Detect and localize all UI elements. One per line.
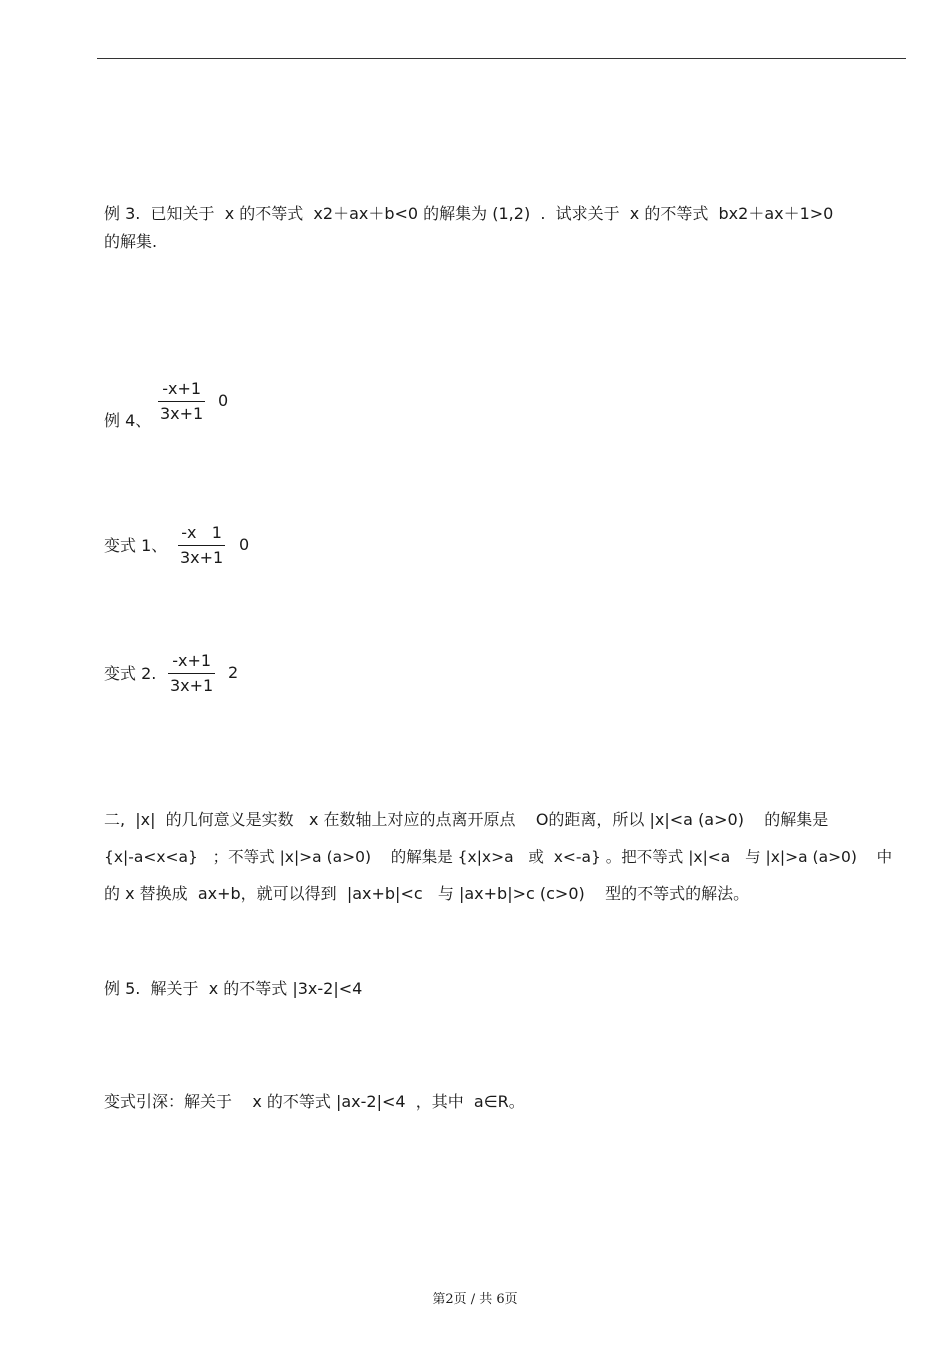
fraction-bar: [168, 673, 215, 674]
example-3-line-2: 的解集.: [104, 232, 158, 251]
section-2-line-1: 二, |x| 的几何意义是实数 x 在数轴上对应的点离开原点 O的距离，所以 |x|<a (a>0) 的解集是: [104, 810, 829, 829]
example-4-label: 例 4、: [104, 411, 152, 430]
example-4-denominator: 3x+1: [160, 404, 204, 423]
variant-1-fraction: [178, 524, 225, 567]
variant-deep: 变式引深：解关于 x 的不等式 |ax-2|<4 ，其中 a∈R。: [104, 1092, 525, 1111]
variant-2-fraction: [168, 652, 215, 695]
variant-2-rhs: 2: [228, 663, 239, 682]
section-2-line-2: {x|-a<x<a} ；不等式 |x|>a (a>0) 的解集是 {x|x>a 或 x<-a} 。把不等式 |x|<a 与 |x|>a (a>0) 中: [104, 848, 893, 866]
fraction-bar: [178, 545, 225, 546]
variant-1-numerator: -x 1: [181, 523, 222, 542]
example-4-numerator: -x+1: [162, 379, 202, 398]
variant-2-denominator: 3x+1: [170, 676, 214, 695]
variant-1-rhs: 0: [239, 535, 250, 554]
page-footer: 第2页 / 共 6页: [432, 1292, 518, 1307]
variant-1-label: 变式 1、: [104, 536, 168, 555]
example-5: 例 5. 解关于 x 的不等式 |3x-2|<4: [104, 979, 363, 998]
section-2-line-3: 的 x 替换成 ax+b，就可以得到 |ax+b|<c 与 |ax+b|>c (c>0) 型的不等式的解法。: [104, 884, 750, 903]
variant-1-denominator: 3x+1: [180, 548, 224, 567]
example-4-fraction: [158, 380, 205, 423]
example-4-rhs: 0: [218, 391, 229, 410]
variant-2-numerator: -x+1: [172, 651, 212, 670]
example-3-line-1: 例 3. 已知关于 x 的不等式 x2＋ax＋b<0 的解集为 (1,2) . 试求关于 x 的不等式 bx2＋ax＋1>0: [104, 204, 834, 223]
variant-2-label: 变式 2.: [104, 664, 157, 683]
fraction-bar: [158, 401, 205, 402]
header-rule: [97, 58, 906, 59]
